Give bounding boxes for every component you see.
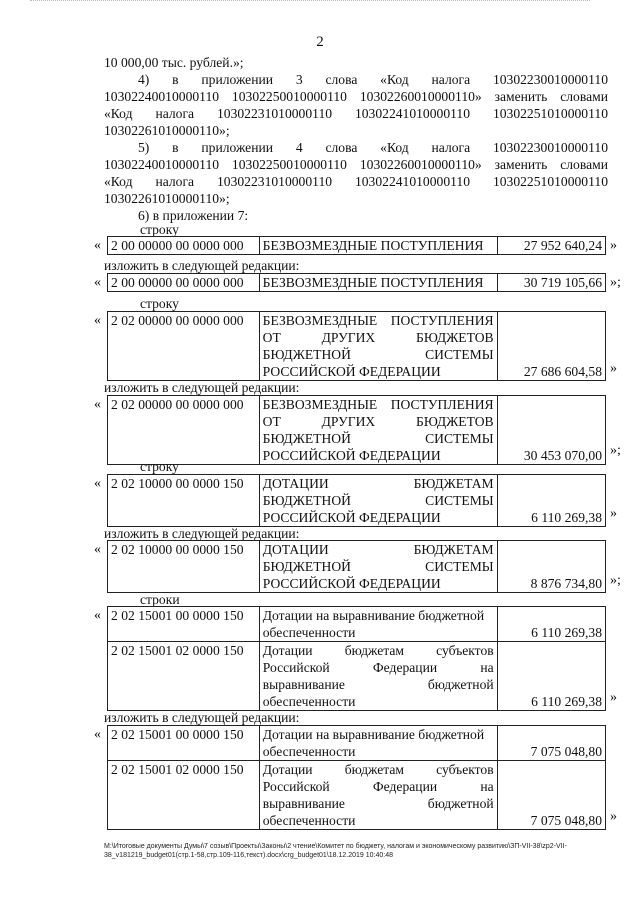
row-sum: 7 075 048,80 — [497, 726, 605, 761]
table-row — [108, 396, 606, 465]
intro-line-0: 10 000,00 тыс. рублей.»; — [104, 55, 244, 70]
label-row: строку — [140, 459, 179, 474]
row-name-line: Дотации бюджетам субъектов — [262, 762, 494, 777]
row-name-line: ДОТАЦИИ БЮДЖЕТАМ — [262, 476, 494, 491]
table-row — [108, 274, 606, 292]
row-name-line: ОТ ДРУГИХ БЮДЖЕТОВ — [262, 330, 494, 345]
table-row — [108, 475, 606, 527]
row-code: 2 02 15001 02 0000 150 — [108, 642, 260, 711]
budget-table-0 — [107, 236, 606, 255]
row-name-line: БЕЗВОЗМЕЗДНЫЕ ПОСТУПЛЕНИЯ — [262, 397, 494, 412]
close-quote: »; — [610, 443, 621, 458]
row-sum: 7 075 048,80 — [497, 761, 605, 830]
row-name-line: РОССИЙСКОЙ ФЕДЕРАЦИИ — [262, 364, 441, 379]
close-quote: » — [610, 809, 617, 824]
row-name-line: Российской Федерации на — [262, 779, 494, 794]
row-name-line: РОССИЙСКОЙ ФЕДЕРАЦИИ — [262, 448, 441, 463]
row-name: БЕЗВОЗМЕЗДНЫЕ ПОСТУПЛЕНИЯ — [259, 237, 497, 255]
budget-table-1 — [107, 273, 606, 292]
row-name-line: Российской Федерации на — [262, 660, 494, 675]
budget-table-4 — [107, 474, 606, 527]
row-code: 2 00 00000 00 0000 000 — [108, 237, 260, 255]
open-quote: « — [94, 727, 101, 742]
row-name — [259, 312, 497, 381]
close-quote: »; — [610, 573, 621, 588]
row-sum: 6 110 269,38 — [497, 607, 605, 642]
row-sum: 30 719 105,66 — [497, 274, 605, 292]
open-quote: « — [94, 238, 101, 253]
row-name — [259, 726, 497, 761]
scan-top-edge — [30, 0, 590, 4]
label-row: строку — [140, 296, 179, 311]
row-name-line: ДОТАЦИИ БЮДЖЕТАМ — [262, 542, 494, 557]
close-quote: » — [610, 238, 617, 253]
budget-table-3 — [107, 395, 606, 465]
row-name-line: обеспеченности — [262, 813, 356, 828]
row-name-line: БЮДЖЕТНОЙ СИСТЕМЫ — [262, 347, 494, 362]
row-name-line: РОССИЙСКОЙ ФЕДЕРАЦИИ — [262, 510, 441, 525]
label-replace: изложить в следующей редакции: — [104, 526, 300, 541]
table-row — [108, 541, 606, 593]
budget-table-5 — [107, 540, 606, 593]
row-name — [259, 607, 497, 642]
row-code: 2 02 15001 02 0000 150 — [108, 761, 260, 830]
row-name-line: РОССИЙСКОЙ ФЕДЕРАЦИИ — [262, 576, 441, 591]
budget-table-2 — [107, 311, 606, 381]
label-replace: изложить в следующей редакции: — [104, 258, 300, 273]
item4-line-3: «Код налога 10302231010000110 10302241010000110 10302251010000110 — [104, 106, 608, 121]
item5-line-1: 5) в приложении 4 слова «Код налога 10302230010000110 — [138, 140, 608, 155]
budget-table-6 — [107, 606, 606, 711]
item4-line-2: 10302240010000110 10302250010000110 10302260010000110» заменить словами — [104, 89, 608, 104]
item4-line-1: 4) в приложении 3 слова «Код налога 10302230010000110 — [138, 72, 608, 87]
row-name-line: ОТ ДРУГИХ БЮДЖЕТОВ — [262, 414, 494, 429]
table-row — [108, 761, 606, 830]
row-code: 2 02 15001 00 0000 150 — [108, 726, 260, 761]
close-quote: » — [610, 690, 617, 705]
table-row — [108, 726, 606, 761]
table-row — [108, 312, 606, 381]
row-code: 2 02 10000 00 0000 150 — [108, 541, 260, 593]
row-name — [259, 761, 497, 830]
row-code: 2 02 10000 00 0000 150 — [108, 475, 260, 527]
row-sum: 27 952 640,24 — [497, 237, 605, 255]
row-name-line: Дотации на выравнивание бюджетной — [262, 727, 485, 742]
close-quote: » — [610, 506, 617, 521]
row-name — [259, 541, 497, 593]
table-row — [108, 237, 606, 255]
row-name-line: БЮДЖЕТНОЙ СИСТЕМЫ — [262, 559, 494, 574]
row-name — [259, 642, 497, 711]
open-quote: « — [94, 313, 101, 328]
row-name-line: обеспеченности — [262, 744, 356, 759]
label-replace: изложить в следующей редакции: — [104, 710, 300, 725]
open-quote: « — [94, 275, 101, 290]
open-quote: « — [94, 542, 101, 557]
row-name-line: выравнивание бюджетной — [262, 796, 494, 811]
close-quote: »; — [610, 275, 621, 290]
row-name-line: БЮДЖЕТНОЙ СИСТЕМЫ — [262, 493, 494, 508]
row-name-line: обеспеченности — [262, 625, 356, 640]
open-quote: « — [94, 397, 101, 412]
row-name-line: БЮДЖЕТНОЙ СИСТЕМЫ — [262, 431, 494, 446]
budget-table-7 — [107, 725, 606, 830]
row-sum: 6 110 269,38 — [497, 642, 605, 711]
item6-line: 6) в приложении 7: — [138, 208, 249, 223]
label-row: строку — [140, 222, 179, 237]
row-name-line: обеспеченности — [262, 694, 356, 709]
row-sum: 27 686 604,58 — [497, 312, 605, 381]
row-name-line: Дотации на выравнивание бюджетной — [262, 608, 485, 623]
row-code: 2 02 00000 00 0000 000 — [108, 312, 260, 381]
item5-line-2: 10302240010000110 10302250010000110 10302260010000110» заменить словами — [104, 157, 608, 172]
row-sum: 8 876 734,80 — [497, 541, 605, 593]
row-name — [259, 475, 497, 527]
table-row — [108, 642, 606, 711]
open-quote: « — [94, 608, 101, 623]
file-path-footer: М:\Итоговые документы Думы\7 созыв\Проекты\Законы\2 чтение\Комитет по бюджету, налогам и экономическому развитию\ЗП-VII-38\zp2-VII-38_v181219_budget01(стр.1-58,стр.109-116,текст).docx\сrg_budget01\18.12.2019 10:40:48 — [104, 843, 567, 859]
open-quote: « — [94, 476, 101, 491]
row-sum: 30 453 070,00 — [497, 396, 605, 465]
row-name-line: Дотации бюджетам субъектов — [262, 643, 494, 658]
label-replace: изложить в следующей редакции: — [104, 380, 300, 395]
row-name-line: БЕЗВОЗМЕЗДНЫЕ ПОСТУПЛЕНИЯ — [262, 313, 494, 328]
table-row — [108, 607, 606, 642]
item5-line-3: «Код налога 10302231010000110 10302241010000110 10302251010000110 — [104, 174, 608, 189]
close-quote: » — [610, 361, 617, 376]
row-name: БЕЗВОЗМЕЗДНЫЕ ПОСТУПЛЕНИЯ — [259, 274, 497, 292]
row-code: 2 00 00000 00 0000 000 — [108, 274, 260, 292]
row-code: 2 02 15001 00 0000 150 — [108, 607, 260, 642]
item5-line-4: 10302261010000110»; — [104, 191, 230, 206]
row-sum: 6 110 269,38 — [497, 475, 605, 527]
intro-text — [104, 54, 608, 224]
row-name — [259, 396, 497, 465]
row-code: 2 02 00000 00 0000 000 — [108, 396, 260, 465]
page-number: 2 — [316, 34, 324, 50]
label-rows: строки — [140, 592, 180, 607]
row-name-line: выравнивание бюджетной — [262, 677, 494, 692]
item4-line-4: 10302261010000110»; — [104, 123, 230, 138]
